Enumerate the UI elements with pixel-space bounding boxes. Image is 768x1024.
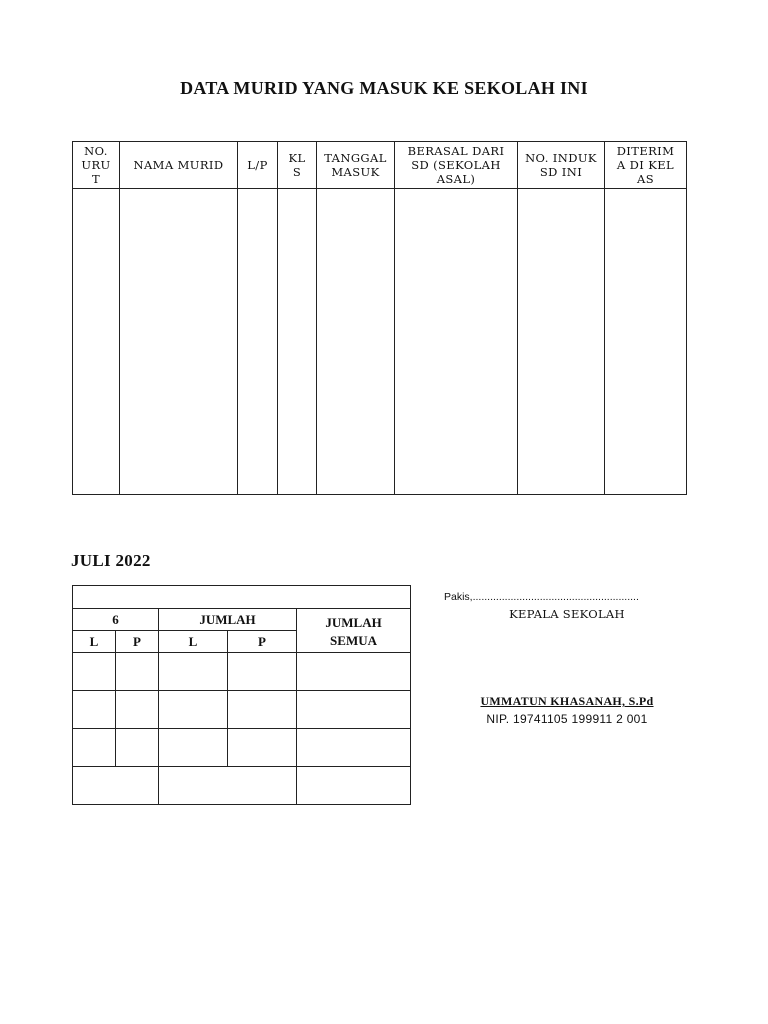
- table-cell: [278, 189, 317, 495]
- table-cell: [395, 189, 518, 495]
- class-l-label: L: [73, 631, 116, 653]
- header-berasal-dari: BERASAL DARI SD (SEKOLAH ASAL): [395, 142, 518, 189]
- period-label: JULI 2022: [71, 551, 151, 570]
- jumlah-l-label: L: [159, 631, 228, 653]
- header-kls: KLS: [278, 142, 317, 189]
- class-label: 6: [73, 609, 159, 631]
- table-row: [73, 691, 411, 729]
- signature-place: Pakis,.........................................................: [444, 591, 639, 603]
- header-diterima: DITERIMA DI KELAS: [605, 142, 687, 189]
- header-no-urut: NO. URUT: [73, 142, 120, 189]
- signature-name: UMMATUN KHASANAH, S.Pd: [480, 694, 654, 708]
- class-p-label: P: [116, 631, 159, 653]
- summary-blank-cell: [73, 586, 411, 609]
- table-row: [73, 653, 411, 691]
- table-total-row: [73, 767, 411, 805]
- signature-role: KEPALA SEKOLAH: [509, 607, 625, 621]
- signature-nip: NIP. 19741105 199911 2 001: [486, 712, 648, 726]
- table-row: [73, 729, 411, 767]
- table-row: [73, 189, 687, 495]
- table-cell: [605, 189, 687, 495]
- student-entry-table: [72, 141, 687, 495]
- table-cell: [238, 189, 278, 495]
- document-title: DATA MURID YANG MASUK KE SEKOLAH INI: [180, 78, 588, 98]
- header-lp: L/P: [238, 142, 278, 189]
- summary-header-row: [73, 609, 411, 631]
- jumlah-label: JUMLAH: [159, 609, 297, 631]
- summary-top-row: [73, 586, 411, 609]
- header-nama-murid: NAMA MURID: [120, 142, 238, 189]
- table-cell: [120, 189, 238, 495]
- header-no-induk: NO. INDUK SD INI: [518, 142, 605, 189]
- jumlah-semua-label: JUMLAH SEMUA: [297, 609, 411, 653]
- summary-table: [72, 585, 411, 805]
- table-cell: [317, 189, 395, 495]
- table-cell: [518, 189, 605, 495]
- jumlah-p-label: P: [228, 631, 297, 653]
- table-cell: [73, 189, 120, 495]
- header-tanggal-masuk: TANGGAL MASUK: [317, 142, 395, 189]
- table-header-row: [73, 142, 687, 189]
